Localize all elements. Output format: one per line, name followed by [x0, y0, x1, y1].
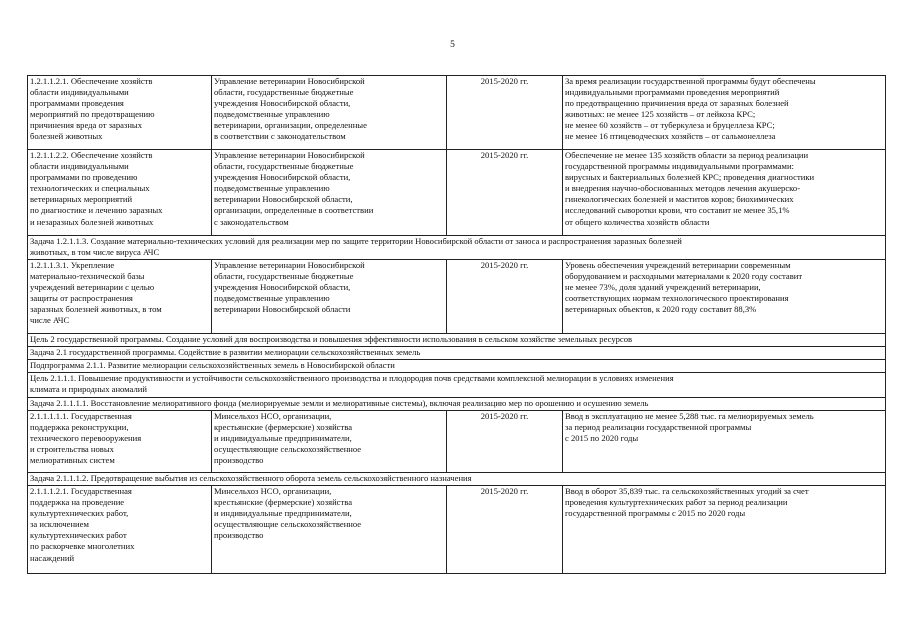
result-cell — [563, 150, 886, 236]
executor-text-line: в соответствии с законодательством — [214, 131, 346, 142]
result-cell — [563, 411, 886, 473]
section-heading-cell — [28, 398, 886, 411]
measure-cell — [28, 411, 212, 473]
measure-text-line: ветеринарных мероприятий — [30, 194, 133, 205]
measure-text-line: области индивидуальными — [30, 161, 129, 172]
measure-text-line: по диагностике и лечению заразных — [30, 205, 163, 216]
measure-text-line: учреждений ветеринарии с целью — [30, 282, 155, 293]
executor-text-line: Минсельхоз НСО, организации, — [214, 486, 332, 496]
section-heading-line: животных, в том числе вируса АЧС — [30, 247, 160, 258]
result-cell — [563, 486, 886, 574]
executor-text-line: производство — [214, 455, 264, 466]
section-heading-line: климата и природных аномалий — [30, 384, 147, 395]
section-heading-cell — [28, 334, 886, 347]
table-body — [28, 76, 886, 574]
measure-cell — [28, 76, 212, 150]
period-cell — [447, 486, 563, 574]
result-text-line: вирусных и бактериальных болезней КРС; проведения диагностики — [565, 172, 815, 183]
section-heading-line: Задача 2.1.1.1.1. Восстановление мелиоративного фонда (мелиорируемые земли и мелиоративные системы), включая реализацию мер по орошению и осушению земель — [30, 398, 649, 408]
measure-text-line: 1.2.1.1.2.1. Обеспечение хозяйств — [30, 76, 153, 86]
executor-text-line: крестьянские (фермерские) хозяйства — [214, 497, 353, 508]
result-cell — [563, 76, 886, 150]
executor-cell — [212, 486, 447, 574]
section-heading-row — [28, 334, 886, 347]
section-heading-row — [28, 473, 886, 486]
executor-text-line: области, государственные бюджетные — [214, 271, 354, 282]
result-text-line: от общего количества хозяйств области — [565, 216, 710, 227]
result-text-line: государственной программы индивидуальными программами: — [565, 161, 794, 172]
section-heading-row — [28, 398, 886, 411]
measure-text-line: программами проведения — [30, 98, 124, 109]
result-text-line: не менее 16 птицеводческих хозяйств – от сальмонеллеза — [565, 131, 776, 142]
measure-text-line: технического перевооружения — [30, 433, 142, 444]
result-text-line: государственной программы с 2015 по 2020 годы — [565, 508, 746, 519]
result-text-line: За время реализации государственной программы будут обеспечены — [565, 76, 816, 86]
section-heading-line: Подпрограмма 2.1.1. Развитие мелиорации сельскохозяйственных земель в Новосибирской области — [30, 360, 395, 370]
period-text: 2015-2020 гг. — [480, 411, 529, 421]
result-cell — [563, 260, 886, 334]
measure-text-line: области индивидуальными — [30, 87, 129, 98]
executor-text-line: Управление ветеринарии Новосибирской — [214, 260, 365, 270]
executor-text-line: крестьянские (фермерские) хозяйства — [214, 422, 353, 433]
result-text-line: оборудованием и расходными материалами к 2020 году составит — [565, 271, 803, 282]
measure-text-line: по раскорчевке многолетних — [30, 541, 135, 552]
result-text-line: исследований сыворотки крови, что составит не менее 35,1% — [565, 205, 790, 216]
executor-text-line: подведомственные управлению — [214, 183, 330, 194]
measure-text-line: числе АЧС — [30, 315, 70, 326]
executor-text-line: с законодательством — [214, 216, 289, 227]
result-text-line: Ввод в оборот 35,839 тыс. га сельскохозяйственных угодий за счет — [565, 486, 809, 496]
result-text-line: Уровень обеспечения учреждений ветеринарии современным — [565, 260, 791, 270]
measure-text-line: и строительства новых — [30, 444, 114, 455]
measure-row — [28, 260, 886, 334]
executor-text-line: организации, определенные в соответствии — [214, 205, 374, 216]
section-heading-line: Задача 2.1.1.1.2. Предотвращение выбытия из сельскохозяйственного оборота земель сельскохозяйственного назначения — [30, 473, 472, 483]
executor-text-line: подведомственные управлению — [214, 293, 330, 304]
executor-text-line: Минсельхоз НСО, организации, — [214, 411, 332, 421]
measure-text-line: поддержка реконструкции, — [30, 422, 129, 433]
measure-text-line: 1.2.1.1.3.1. Укрепление — [30, 260, 115, 270]
executor-text-line: области, государственные бюджетные — [214, 161, 354, 172]
section-heading-line: Цель 2.1.1.1. Повышение продуктивности и устойчивости сельскохозяйственного производства и плодородия почв средствами комплексной мелиорации в условиях изменения — [30, 373, 674, 383]
measure-text-line: поддержка на проведение — [30, 497, 125, 508]
result-text-line: не менее 60 хозяйств – от туберкулеза и бруцеллеза КРС; — [565, 120, 775, 131]
executor-text-line: и индивидуальные предприниматели, — [214, 508, 352, 519]
period-text: 2015-2020 гг. — [480, 260, 529, 270]
measure-text-line: материально-технической базы — [30, 271, 145, 282]
executor-text-line: ветеринарии Новосибирской области, — [214, 194, 353, 205]
result-text-line: и внедрения научно-обоснованных методов лечения акушерско- — [565, 183, 801, 194]
result-text-line: индивидуальными программами проведения мероприятий — [565, 87, 780, 98]
measure-row — [28, 411, 886, 473]
period-text: 2015-2020 гг. — [480, 150, 529, 160]
result-text-line: с 2015 по 2020 годы — [565, 433, 639, 444]
executor-text-line: ветеринарии Новосибирской области — [214, 304, 351, 315]
measure-cell — [28, 150, 212, 236]
result-text-line: Обеспечение не менее 135 хозяйств области за период реализации — [565, 150, 809, 160]
executor-text-line: области, государственные бюджетные — [214, 87, 354, 98]
section-heading-row — [28, 347, 886, 360]
period-text: 2015-2020 гг. — [480, 76, 529, 86]
period-cell — [447, 411, 563, 473]
executor-text-line: ветеринарии, организации, определенные — [214, 120, 367, 131]
result-text-line: за период реализации государственной программы — [565, 422, 752, 433]
result-text-line: животных: не менее 125 хозяйств – от лейкоза КРС; — [565, 109, 756, 120]
measure-text-line: мероприятий по предотвращению — [30, 109, 155, 120]
executor-text-line: производство — [214, 530, 264, 541]
period-cell — [447, 150, 563, 236]
measure-text-line: за исключением — [30, 519, 89, 530]
section-heading-cell — [28, 473, 886, 486]
executor-text-line: осуществляющие сельскохозяйственное — [214, 519, 362, 530]
result-text-line: ветеринарных объектов, к 2020 году составит 88,3% — [565, 304, 757, 315]
page-number: 5 — [450, 40, 455, 50]
result-text-line: проведения культуртехнических работ за период реализации — [565, 497, 788, 508]
section-heading-cell — [28, 360, 886, 373]
executor-cell — [212, 76, 447, 150]
section-heading-line: Задача 2.1 государственной программы. Содействие в развитии мелиорации сельскохозяйственных земель — [30, 347, 421, 357]
measure-text-line: 2.1.1.1.2.1. Государственная — [30, 486, 132, 496]
section-heading-cell — [28, 373, 886, 398]
section-heading-cell — [28, 347, 886, 360]
measure-text-line: заразных болезней животных, в том — [30, 304, 162, 315]
section-heading-line: Цель 2 государственной программы. Создание условий для воспроизводства и повышения эффективности использования в сельском хозяйстве земельных ресурсов — [30, 334, 633, 344]
period-cell — [447, 76, 563, 150]
section-heading-line: Задача 1.2.1.1.3. Создание материально-технических условий для реализации мер по защите территории Новосибирской области от заноса и распространения заразных болезней — [30, 236, 682, 246]
measure-text-line: программами по проведению — [30, 172, 138, 183]
measure-text-line: 2.1.1.1.1.1. Государственная — [30, 411, 132, 421]
measure-text-line: и незаразных болезней животных — [30, 216, 154, 227]
measure-row — [28, 150, 886, 236]
measure-row — [28, 76, 886, 150]
result-text-line: соответствующих нормам технологического проектирования — [565, 293, 789, 304]
section-heading-cell — [28, 236, 886, 260]
measure-text-line: насаждений — [30, 552, 75, 563]
measure-cell — [28, 486, 212, 574]
result-text-line: по предотвращению причинения вреда от заразных болезней — [565, 98, 789, 109]
executor-text-line: подведомственные управлению — [214, 109, 330, 120]
executor-text-line: Управление ветеринарии Новосибирской — [214, 150, 365, 160]
measure-text-line: мелиоративных систем — [30, 455, 115, 466]
executor-cell — [212, 411, 447, 473]
section-heading-row — [28, 236, 886, 260]
measure-text-line: культуртехнических работ — [30, 530, 127, 541]
executor-cell — [212, 150, 447, 236]
measure-text-line: технологических и специальных — [30, 183, 150, 194]
measure-text-line: культуртехнических работ, — [30, 508, 129, 519]
measure-text-line: 1.2.1.1.2.2. Обеспечение хозяйств — [30, 150, 153, 160]
result-text-line: не менее 73%, доля зданий учреждений ветеринарии, — [565, 282, 761, 293]
result-text-line: Ввод в эксплуатацию не менее 5,288 тыс. га мелиорируемых земель — [565, 411, 814, 421]
result-text-line: гинекологических болезней и маститов коров; биохимических — [565, 194, 794, 205]
period-text: 2015-2020 гг. — [480, 486, 529, 496]
executor-text-line: осуществляющие сельскохозяйственное — [214, 444, 362, 455]
program-measures-table — [27, 75, 886, 574]
section-heading-row — [28, 360, 886, 373]
measure-text-line: защиты от распространения — [30, 293, 133, 304]
measure-text-line: болезней животных — [30, 131, 103, 142]
executor-text-line: Управление ветеринарии Новосибирской — [214, 76, 365, 86]
executor-text-line: учреждения Новосибирской области, — [214, 98, 351, 109]
executor-text-line: учреждения Новосибирской области, — [214, 172, 351, 183]
measure-text-line: причинения вреда от заразных — [30, 120, 142, 131]
executor-text-line: и индивидуальные предприниматели, — [214, 433, 352, 444]
executor-cell — [212, 260, 447, 334]
period-cell — [447, 260, 563, 334]
measure-cell — [28, 260, 212, 334]
executor-text-line: учреждения Новосибирской области, — [214, 282, 351, 293]
measure-row — [28, 486, 886, 574]
section-heading-row — [28, 373, 886, 398]
